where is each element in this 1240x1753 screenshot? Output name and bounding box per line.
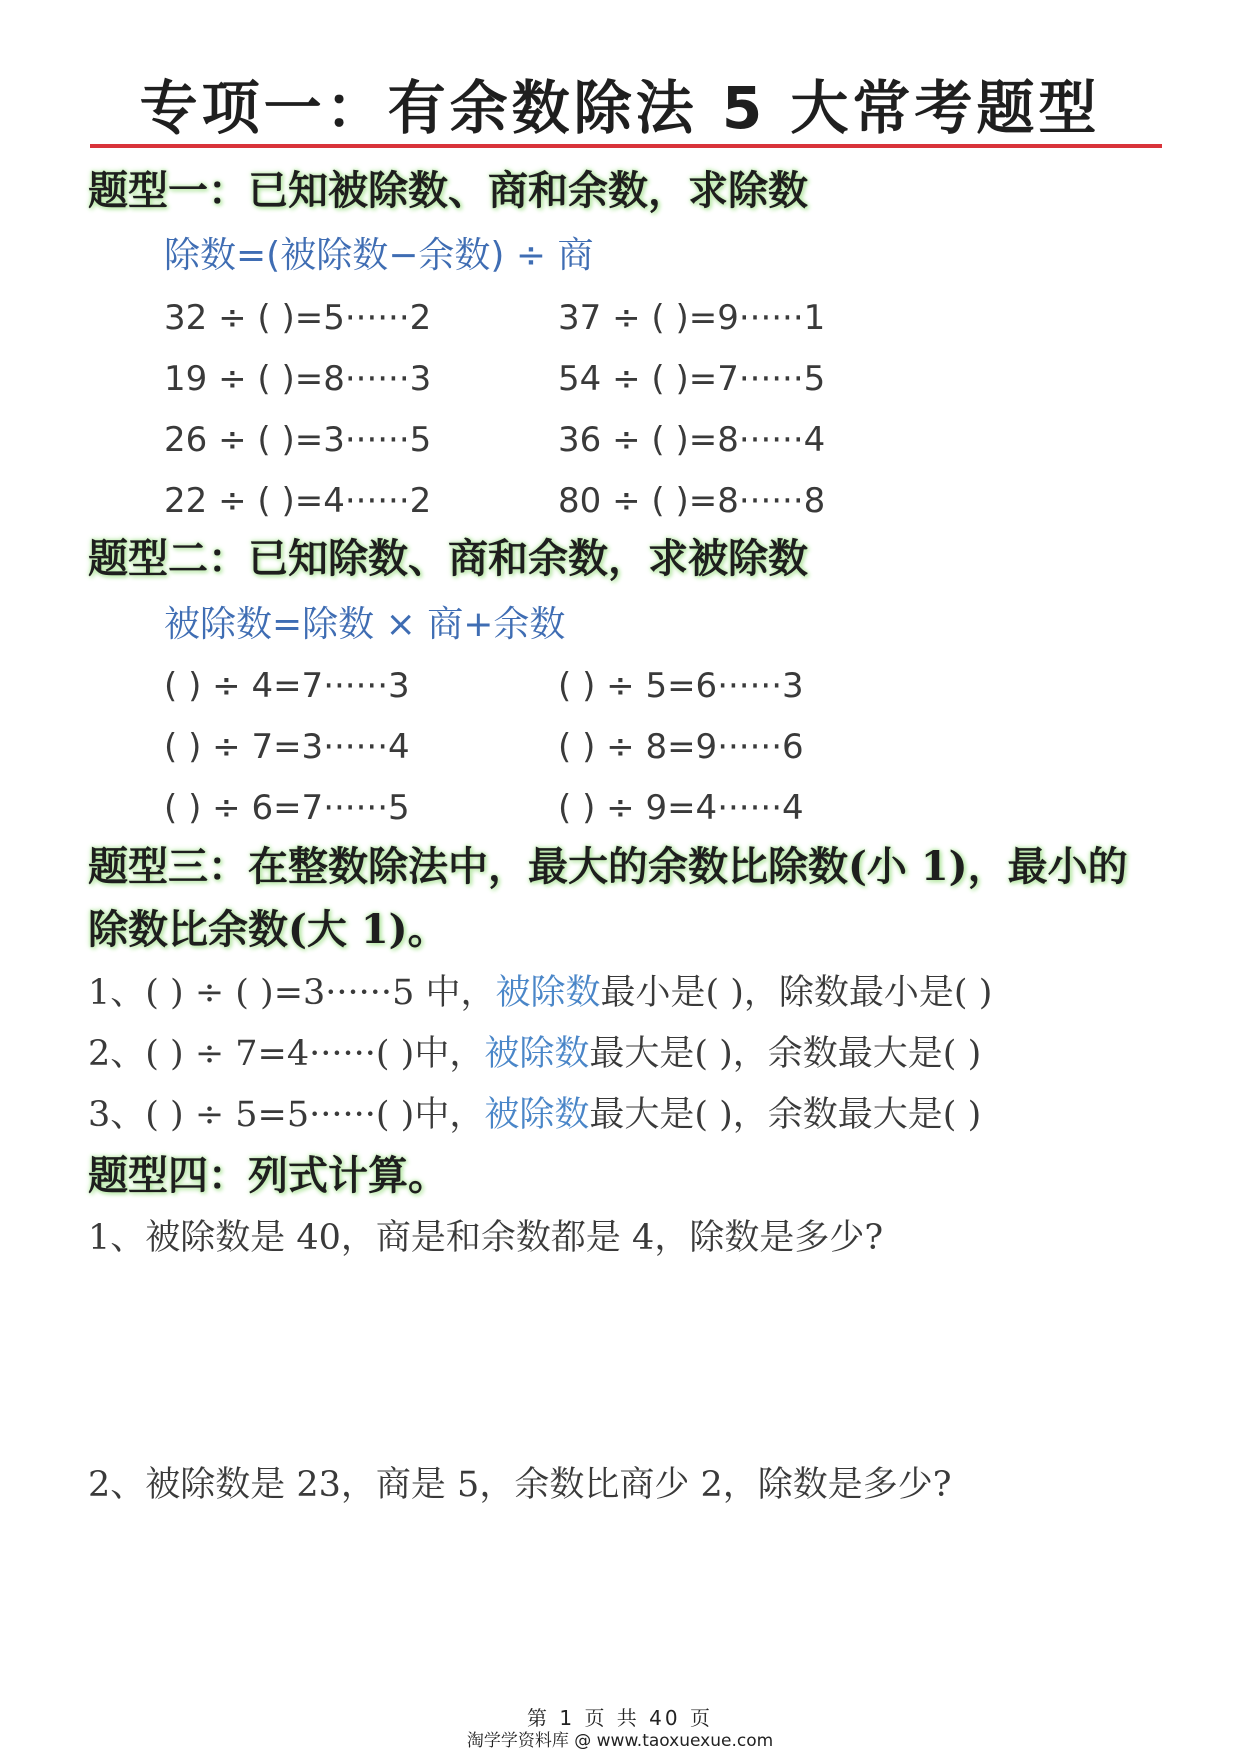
section3-heading-line2: 除数比余数(大 1)。 bbox=[88, 906, 448, 953]
section1-heading: 题型一：已知被除数、商和余数，求除数 bbox=[88, 167, 808, 214]
title-underline bbox=[90, 144, 1162, 148]
section3-item-1-prefix: 1、( ) ÷ ( )=3······5 中， bbox=[88, 973, 496, 1013]
section3-item-3-highlight: 被除数 bbox=[484, 1095, 590, 1135]
section3-item-1 bbox=[88, 968, 992, 1018]
section3-item-1-highlight: 被除数 bbox=[495, 973, 601, 1013]
section1-right-eq-3: 36 ÷ ( )=8······4 bbox=[558, 420, 826, 460]
footer-source: 淘学学资料库 @ www.taoxuexue.com bbox=[466, 1731, 774, 1751]
section1-formula: 除数=(被除数−余数) ÷ 商 bbox=[164, 235, 594, 276]
section3-item-3-suffix: 最大是( )，余数最大是( ) bbox=[589, 1095, 982, 1135]
section3-item-2-prefix: 2、( ) ÷ 7=4······( )中， bbox=[88, 1034, 485, 1074]
section2-right-eq-3: ( ) ÷ 9=4······4 bbox=[558, 788, 804, 828]
section4-question-1: 1、被除数是 40，商是和余数都是 4，除数是多少? bbox=[88, 1218, 884, 1258]
section4-question-2: 2、被除数是 23，商是 5，余数比商少 2，除数是多少? bbox=[88, 1465, 952, 1505]
section4-heading: 题型四：列式计算。 bbox=[88, 1152, 448, 1199]
section1-left-eq-3: 26 ÷ ( )=3······5 bbox=[164, 420, 432, 460]
section1-right-eq-2: 54 ÷ ( )=7······5 bbox=[558, 359, 826, 399]
section1-right-eq-1: 37 ÷ ( )=9······1 bbox=[558, 298, 826, 338]
section1-left-eq-2: 19 ÷ ( )=8······3 bbox=[164, 359, 432, 399]
section3-item-3 bbox=[88, 1090, 981, 1140]
section1-left-eq-4: 22 ÷ ( )=4······2 bbox=[164, 481, 432, 521]
page-number: 第 1 页 共 40 页 bbox=[527, 1706, 713, 1730]
section3-item-3-prefix: 3、( ) ÷ 5=5······( )中， bbox=[88, 1095, 485, 1135]
section1-left-eq-1: 32 ÷ ( )=5······2 bbox=[164, 298, 432, 338]
section2-heading: 题型二：已知除数、商和余数，求被除数 bbox=[88, 535, 808, 582]
section2-left-eq-1: ( ) ÷ 4=7······3 bbox=[164, 666, 410, 706]
section1-right-eq-4: 80 ÷ ( )=8······8 bbox=[558, 481, 826, 521]
section2-right-eq-1: ( ) ÷ 5=6······3 bbox=[558, 666, 804, 706]
section2-left-eq-2: ( ) ÷ 7=3······4 bbox=[164, 727, 410, 767]
section3-item-2-suffix: 最大是( )，余数最大是( ) bbox=[589, 1034, 982, 1074]
section3-heading-line1: 题型三：在整数除法中，最大的余数比除数(小 1)，最小的 bbox=[88, 843, 1128, 890]
section2-right-eq-2: ( ) ÷ 8=9······6 bbox=[558, 727, 804, 767]
section3-item-2 bbox=[88, 1029, 981, 1079]
section2-left-eq-3: ( ) ÷ 6=7······5 bbox=[164, 788, 410, 828]
page-title: 专项一：有余数除法 5 大常考题型 bbox=[139, 74, 1101, 142]
section3-item-1-suffix: 最小是( )，除数最小是( ) bbox=[600, 973, 993, 1013]
section3-item-2-highlight: 被除数 bbox=[484, 1034, 590, 1074]
section2-formula: 被除数=除数 × 商+余数 bbox=[164, 604, 566, 645]
